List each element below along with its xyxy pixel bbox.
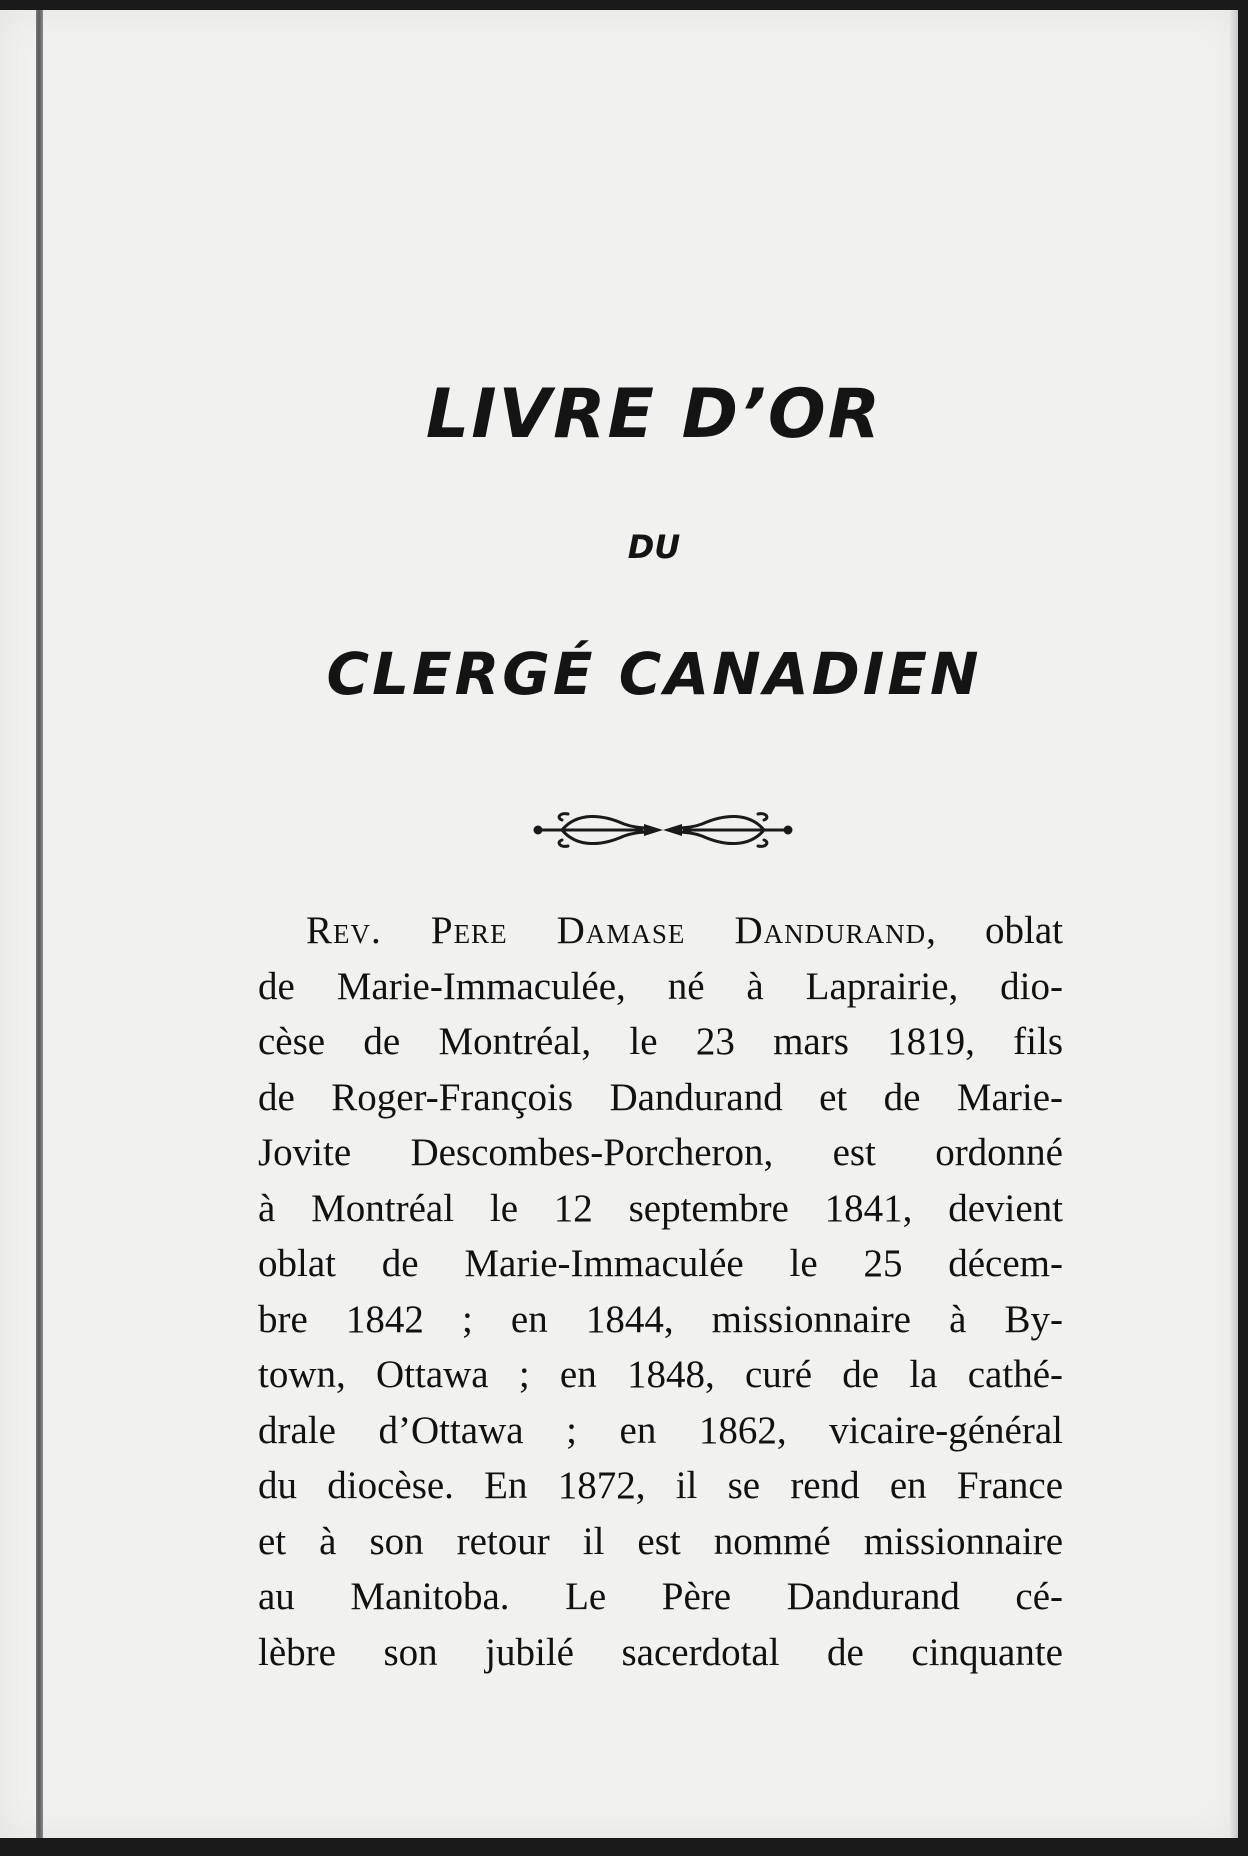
paragraph-line: lèbre son jubilé sacerdotal de cinquante bbox=[258, 1630, 1063, 1674]
book-subtitle: CLERGÉ CANADIEN bbox=[326, 640, 982, 708]
paragraph-line: de Roger-François Dandurand et de Marie- bbox=[258, 1075, 1063, 1119]
page-edge bbox=[1230, 10, 1238, 1838]
paragraph-line: cèse de Montréal, le 23 mars 1819, fils bbox=[258, 1020, 1063, 1063]
paragraph-line: drale d’Ottawa ; en 1862, vicaire-général bbox=[258, 1408, 1063, 1452]
paragraph-line: town, Ottawa ; en 1848, curé de la cathé- bbox=[258, 1353, 1063, 1396]
paragraph-line: à Montréal le 12 septembre 1841, devient bbox=[258, 1186, 1063, 1230]
decorative-flourish-icon bbox=[532, 800, 794, 860]
paragraph-line: de Marie-Immaculée, né à Laprairie, dio- bbox=[258, 964, 1063, 1008]
paragraph-line: du diocèse. En 1872, il se rend en France bbox=[258, 1464, 1063, 1507]
subject-name: Rev. Pere Damase Dandurand, bbox=[306, 909, 937, 952]
binding-edge bbox=[36, 10, 43, 1838]
biography-paragraph bbox=[258, 903, 1063, 1680]
paragraph-line: bre 1842 ; en 1844, missionnaire à By- bbox=[258, 1297, 1063, 1341]
title-connector: DU bbox=[627, 528, 681, 566]
paragraph-line: oblat de Marie-Immaculée le 25 décem- bbox=[258, 1242, 1063, 1285]
paragraph-line: Jovite Descombes-Porcheron, est ordonné bbox=[258, 1131, 1063, 1174]
paragraph-line: et à son retour il est nommé missionnaire bbox=[258, 1519, 1063, 1563]
paragraph-first-line: Rev. Pere Damase Dandurand, oblat bbox=[306, 909, 1064, 952]
paragraph-line: au Manitoba. Le Père Dandurand cé- bbox=[258, 1575, 1063, 1618]
book-title: LIVRE D’OR bbox=[425, 375, 883, 454]
